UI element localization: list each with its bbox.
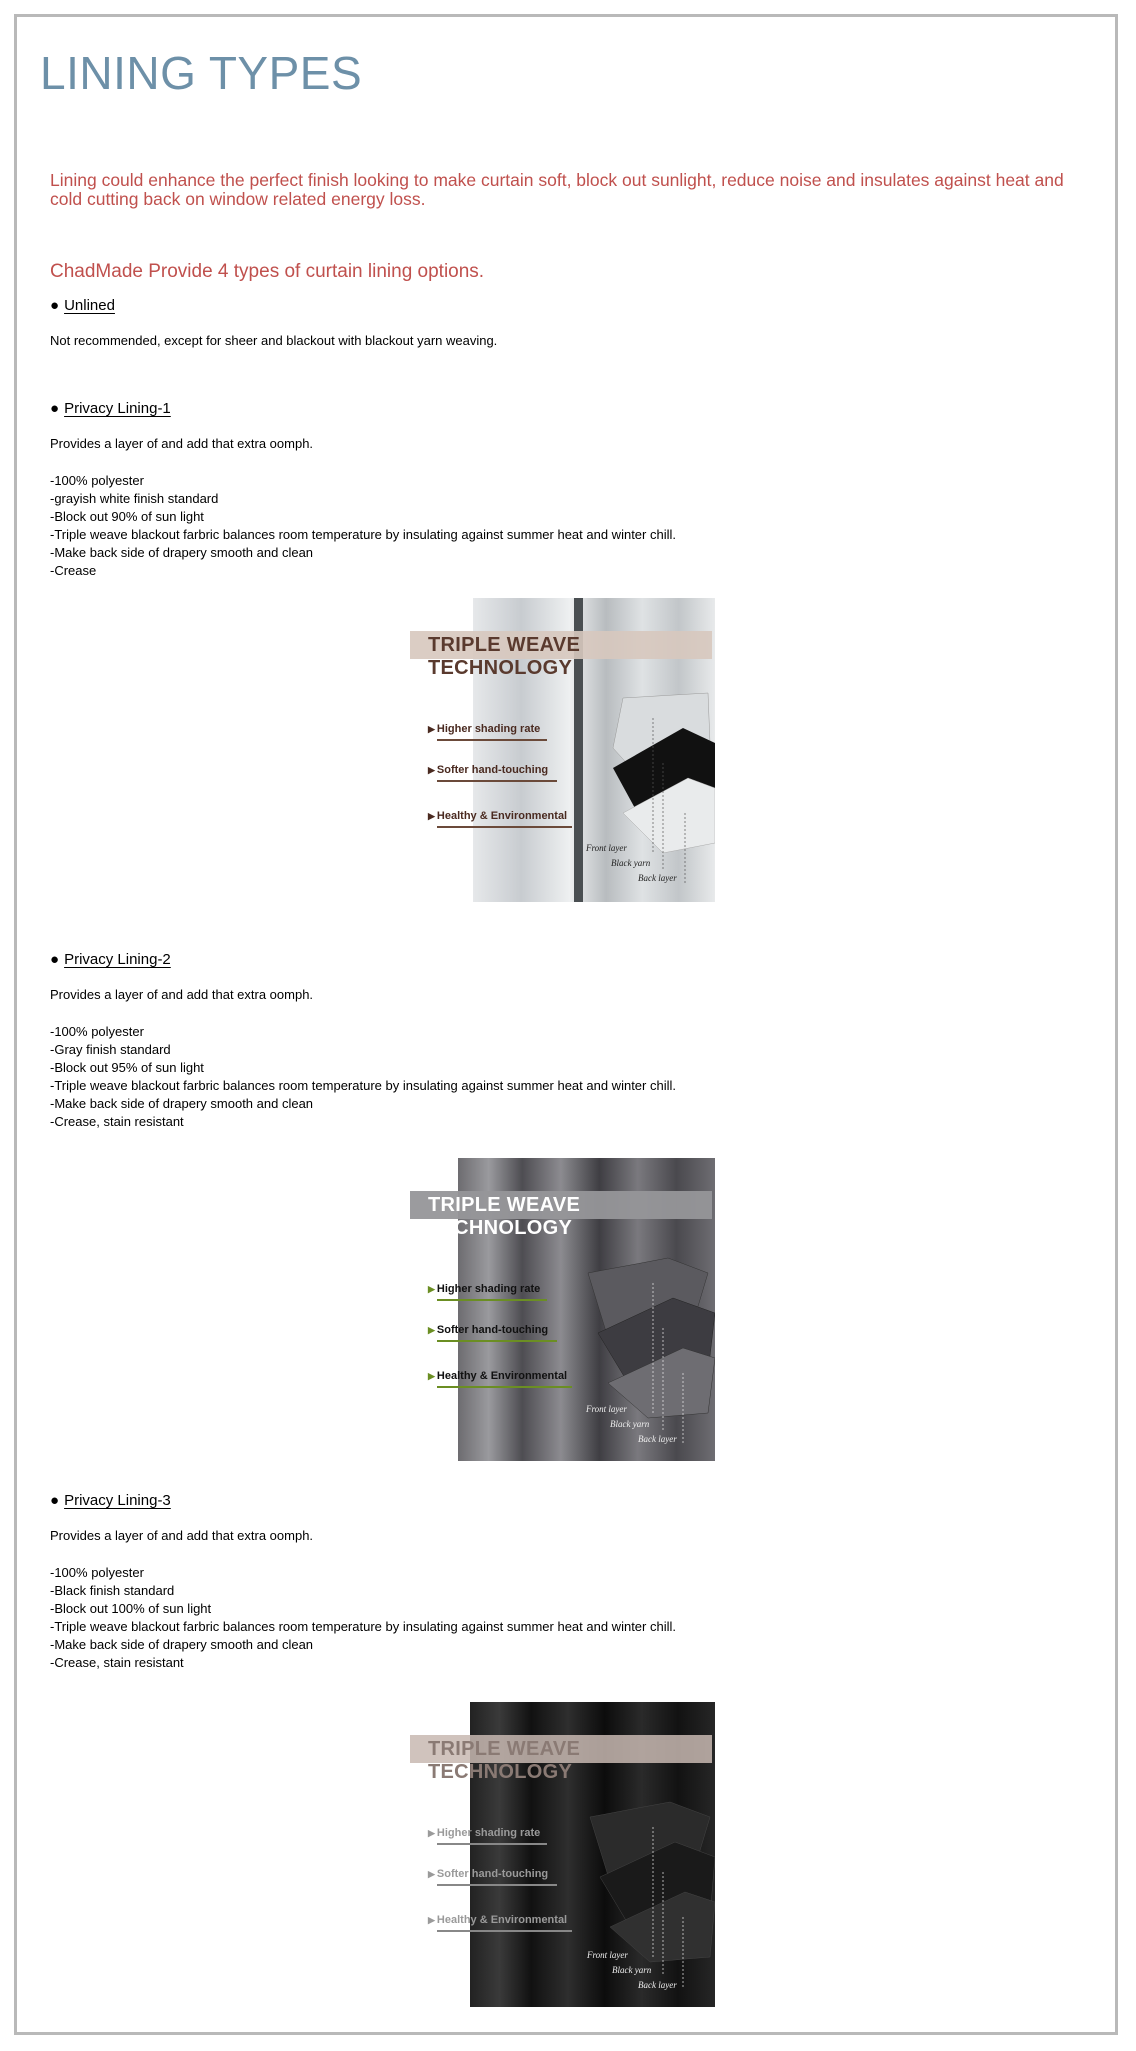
- unlined-label[interactable]: Unlined: [64, 297, 115, 314]
- list-item: -100% polyester: [50, 1024, 144, 1039]
- list-item: -Block out 100% of sun light: [50, 1601, 212, 1616]
- list-item: -Make back side of drapery smooth and clean: [50, 1096, 314, 1111]
- intro-paragraph: Lining could enhance the perfect finish looking to make curtain soft, block out sunlight, reduce noise and insulates against heat and cold cutting back on window related energy loss.: [50, 170, 1064, 209]
- layer-caption: Back layer: [638, 1434, 677, 1444]
- section-heading-unlined: [50, 297, 115, 314]
- list-item: -100% polyester: [50, 473, 144, 488]
- feature-label: ▶ Higher shading rate: [428, 1827, 541, 1839]
- layer-caption: Front layer: [586, 1404, 627, 1414]
- lining-1-label[interactable]: Privacy Lining-1: [64, 400, 171, 417]
- lining-1-spec-list: [50, 472, 676, 580]
- graphic-banner: TRIPLE WEAVE TECHNOLOGY: [410, 1191, 712, 1219]
- layer-caption: Front layer: [587, 1950, 628, 1960]
- lining-1-intro: Provides a layer of and add that extra oomph.: [50, 436, 314, 451]
- feature-underline: [437, 1930, 572, 1932]
- bullet-icon: ●: [50, 1492, 60, 1509]
- options-heading: ChadMade Provide 4 types of curtain lining options.: [50, 261, 485, 282]
- layer-caption: Black yarn: [610, 1419, 650, 1429]
- bullet-icon: ●: [50, 400, 60, 417]
- layer-caption: Back layer: [638, 873, 677, 883]
- list-item: -Triple weave blackout farbric balances room temperature by insulating against summer heat and winter chill.: [50, 527, 676, 542]
- lining-2-label[interactable]: Privacy Lining-2: [64, 951, 171, 968]
- list-item: -Block out 95% of sun light: [50, 1060, 204, 1075]
- feature-underline: [437, 1299, 547, 1301]
- list-item: -Make back side of drapery smooth and clean: [50, 545, 314, 560]
- list-item: -Make back side of drapery smooth and clean: [50, 1637, 314, 1652]
- feature-label: ▶ Higher shading rate: [428, 723, 541, 735]
- feature-label: ▶ Healthy & Environmental: [428, 810, 568, 822]
- list-item: -Crease, stain resistant: [50, 1114, 184, 1129]
- graphic-banner: TRIPLE WEAVE TECHNOLOGY: [410, 631, 712, 659]
- list-item: -grayish white finish standard: [50, 491, 219, 506]
- feature-underline: [437, 1884, 557, 1886]
- feature-label: ▶ Higher shading rate: [428, 1283, 541, 1295]
- list-item: -Crease, stain resistant: [50, 1655, 184, 1670]
- page-title: LINING TYPES: [40, 47, 363, 99]
- lining-3-label[interactable]: Privacy Lining-3: [64, 1492, 171, 1509]
- feature-underline: [437, 1386, 572, 1388]
- feature-underline: [437, 739, 547, 741]
- feature-underline: [437, 780, 557, 782]
- layer-caption: Black yarn: [611, 858, 651, 868]
- lining-3-intro: Provides a layer of and add that extra oomph.: [50, 1528, 314, 1543]
- section-heading-lining-2: [50, 951, 171, 968]
- list-item: -Gray finish standard: [50, 1042, 171, 1057]
- layer-caption: Back layer: [638, 1980, 677, 1990]
- lining-2-spec-list: [50, 1023, 676, 1131]
- feature-label: ▶ Healthy & Environmental: [428, 1370, 568, 1382]
- lining-2-intro: Provides a layer of and add that extra oomph.: [50, 987, 314, 1002]
- list-item: -Black finish standard: [50, 1583, 175, 1598]
- bullet-icon: ●: [50, 951, 60, 968]
- list-item: -Crease: [50, 563, 97, 578]
- feature-underline: [437, 826, 572, 828]
- section-heading-lining-1: [50, 400, 171, 417]
- feature-label: ▶ Softer hand-touching: [428, 1868, 549, 1880]
- feature-label: ▶ Softer hand-touching: [428, 764, 549, 776]
- section-heading-lining-3: [50, 1492, 171, 1509]
- feature-label: ▶ Softer hand-touching: [428, 1324, 549, 1336]
- unlined-description: Not recommended, except for sheer and blackout with blackout yarn weaving.: [50, 333, 498, 348]
- feature-underline: [437, 1843, 547, 1845]
- feature-underline: [437, 1340, 557, 1342]
- list-item: -Triple weave blackout farbric balances room temperature by insulating against summer heat and winter chill.: [50, 1619, 676, 1634]
- graphic-banner: TRIPLE WEAVE TECHNOLOGY: [410, 1735, 712, 1763]
- list-item: -Triple weave blackout farbric balances room temperature by insulating against summer heat and winter chill.: [50, 1078, 676, 1093]
- list-item: -Block out 90% of sun light: [50, 509, 204, 524]
- layer-caption: Front layer: [586, 843, 627, 853]
- feature-label: ▶ Healthy & Environmental: [428, 1914, 568, 1926]
- bullet-icon: ●: [50, 297, 60, 314]
- list-item: -100% polyester: [50, 1565, 144, 1580]
- lining-3-spec-list: [50, 1564, 676, 1672]
- layer-caption: Black yarn: [612, 1965, 652, 1975]
